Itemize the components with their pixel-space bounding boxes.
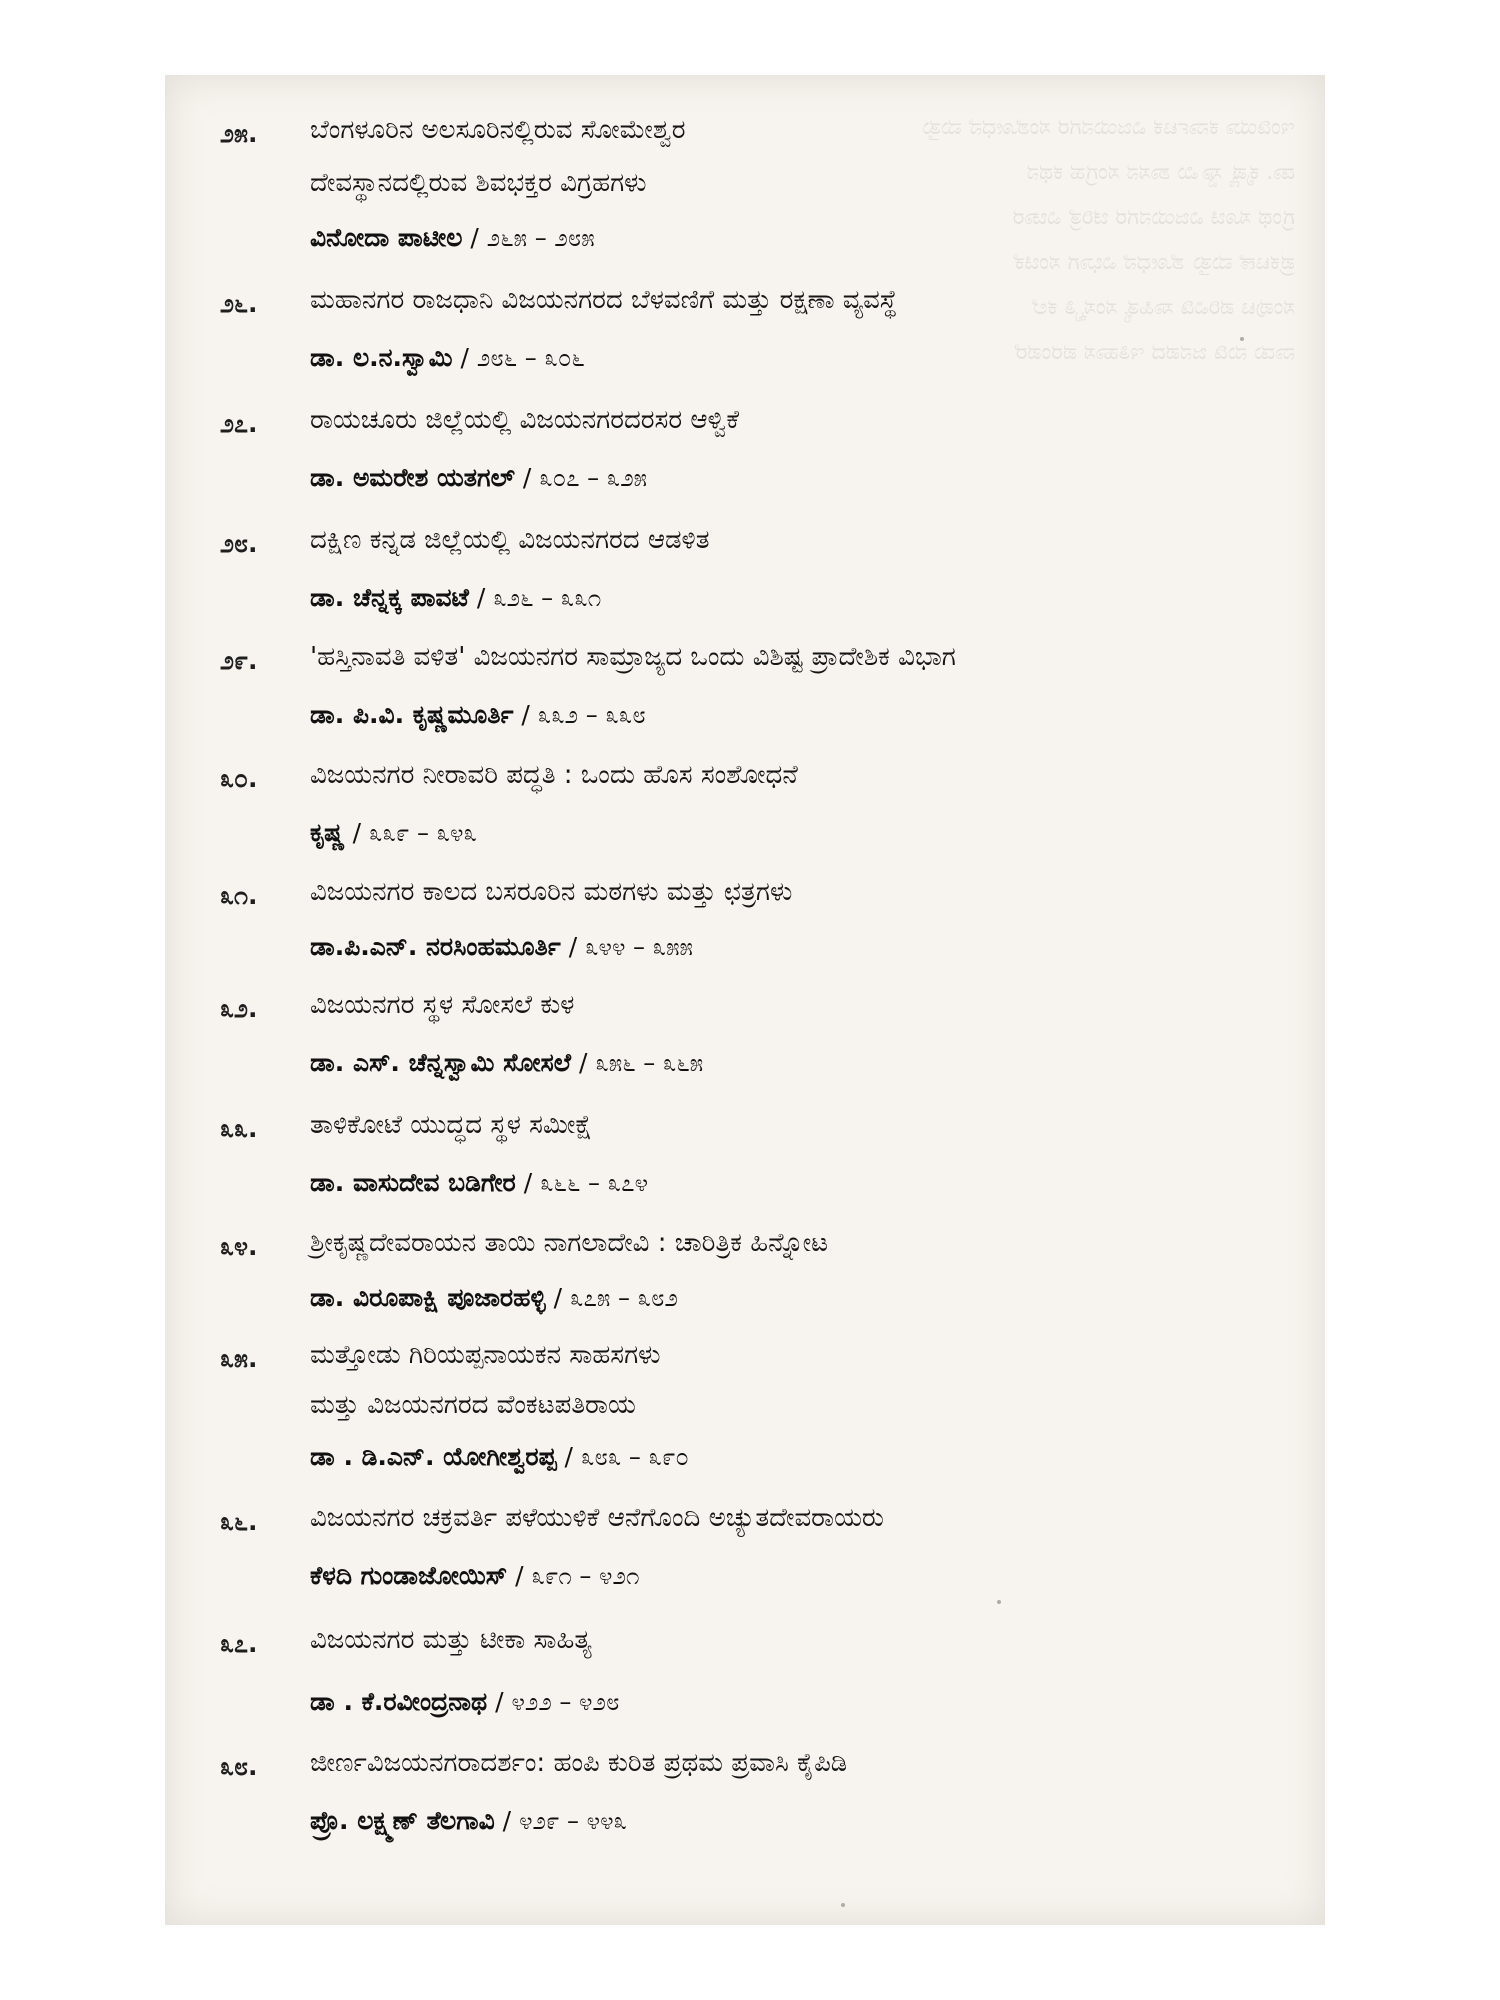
entry-byline: ಡಾ. ಲ.ನ.ಸ್ವಾಮಿ / ೨೮೬ – ೩೦೬	[310, 343, 585, 372]
entry-title: ಬೆಂಗಳೂರಿನ ಅಲಸೂರಿನಲ್ಲಿರುವ ಸೋಮೇಶ್ವರ	[310, 115, 686, 145]
entry-title: ವಿಜಯನಗರ ಕಾಲದ ಬಸರೂರಿನ ಮಠಗಳು ಮತ್ತು ಛತ್ರಗಳು	[310, 877, 793, 907]
entry-author: ಡಾ . ಕೆ.ರವೀಂದ್ರನಾಥ	[310, 1687, 488, 1716]
entry-author: ಡಾ. ವಿರೂಪಾಕ್ಷಿ ಪೂಜಾರಹಳ್ಳಿ	[310, 1283, 546, 1312]
entry-number: ೩೨.	[220, 994, 258, 1023]
entry-pages: ೩೪೪ – ೩೫೫	[585, 933, 693, 961]
entry-title: ಜೀರ್ಣವಿಜಯನಗರಾದರ್ಶಂ: ಹಂಪಿ ಕುರಿತ ಪ್ರಥಮ ಪ್ರವಾಸಿ ಕೈಪಿಡಿ	[310, 1748, 848, 1778]
entry-title: ವಿಜಯನಗರ ಮತ್ತು ಟೀಕಾ ಸಾಹಿತ್ಯ	[310, 1625, 592, 1655]
entry-number: ೨೯.	[220, 646, 258, 675]
entry-byline: ಡಾ. ವಿರೂಪಾಕ್ಷಿ ಪೂಜಾರಹಳ್ಳಿ / ೩೭೫ – ೩೮೨	[310, 1283, 678, 1312]
entry-title-continued: ದೇವಸ್ಥಾನದಲ್ಲಿರುವ ಶಿವಭಕ್ತರ ವಿಗ್ರಹಗಳು	[310, 168, 647, 198]
show-through-text: ಇಂಡಿಯಾ ಕರ್ನಾಟಕ ವಿಜಯನಗರ ಸಂಶೋಧನೆ ಮತ್ತು ಡಾ. ಕೃಷ್ಣ ಸ್ವಾಮಿ ಶಾಸನ ಸಂಗ್ರಹ ಕಥನ ಗ್ರಂಥ ಸೂಚಿ ವಿಜಯನಗರ ಚರಿತ್ರೆ ವಿಚಾರ ಪ್ರಕಟಣೆ ಮತ್ತು ಶೋಧನೆ ವಿಭಾಗ ಸಂಚಿಕೆ ಸಂಪುಟ ಪರಿವಿಡಿ ಸಾಹಿತ್ಯ ಸಂಸ್ಕೃತಿ ಕಲೆ ನಾಡು ನುಡಿ ಜನಪದ ಇತಿಹಾಸ ಪರಂಪರೆ	[920, 115, 1295, 365]
paper-speck	[997, 1600, 1001, 1604]
entry-pages: ೨೬೫ – ೨೮೫	[486, 224, 595, 252]
entry-pages: ೩೮೩ – ೩೯೦	[580, 1443, 689, 1471]
entry-number: ೨೭.	[220, 409, 258, 438]
entry-byline: ಡಾ. ಎಸ್. ಚೆನ್ನಸ್ವಾಮಿ ಸೋಸಲೆ / ೩೫೬ – ೩೬೫	[310, 1048, 704, 1077]
paper-speck	[1240, 337, 1244, 341]
entry-title: ಶ್ರೀಕೃಷ್ಣದೇವರಾಯನ ತಾಯಿ ನಾಗಲಾದೇವಿ : ಚಾರಿತ್ರಿಕ ಹಿನ್ನೋಟ	[310, 1228, 829, 1258]
entry-author: ಡಾ . ಡಿ.ಎನ್. ಯೋಗೀಶ್ವರಪ್ಪ	[310, 1442, 557, 1471]
entry-byline: ಡಾ . ಡಿ.ಎನ್. ಯೋಗೀಶ್ವರಪ್ಪ / ೩೮೩ – ೩೯೦	[310, 1442, 689, 1471]
entry-title: ರಾಯಚೂರು ಜಿಲ್ಲೆಯಲ್ಲಿ ವಿಜಯನಗರದರಸರ ಆಳ್ವಿಕೆ	[310, 405, 740, 435]
entry-number: ೩೫.	[220, 1344, 258, 1373]
entry-author: ವಿನೋದಾ ಪಾಟೀಲ	[310, 223, 463, 252]
entry-byline: ಡಾ. ಪಿ.ವಿ. ಕೃಷ್ಣಮೂರ್ತಿ / ೩೩೨ – ೩೩೮	[310, 700, 646, 729]
entry-number: ೨೬.	[220, 289, 258, 318]
entry-pages: ೩೫೬ – ೩೬೫	[595, 1049, 704, 1077]
entry-pages: ೩೦೭ – ೩೨೫	[539, 464, 648, 492]
entry-title: ಮಹಾನಗರ ರಾಜಧಾನಿ ವಿಜಯನಗರದ ಬೆಳವಣಿಗೆ ಮತ್ತು ರಕ್ಷಣಾ ವ್ಯವಸ್ಥೆ	[310, 285, 898, 315]
entry-title: ವಿಜಯನಗರ ಸ್ಥಳ ಸೋಸಲೆ ಕುಳ	[310, 990, 575, 1020]
entry-pages: ೪೨೨ – ೪೨೮	[511, 1688, 620, 1716]
entry-title-continued: ಮತ್ತು ವಿಜಯನಗರದ ವೆಂಕಟಪತಿರಾಯ	[310, 1390, 636, 1420]
entry-author: ಡಾ. ವಾಸುದೇವ ಬಡಿಗೇರ	[310, 1168, 516, 1197]
entry-byline: ಡಾ. ಚೆನ್ನಕ್ಕ ಪಾವಟೆ / ೩೨೬ – ೩೩೧	[310, 583, 602, 612]
entry-number: ೩೩.	[220, 1114, 258, 1143]
entry-author: ಡಾ. ಚೆನ್ನಕ್ಕ ಪಾವಟೆ	[310, 583, 469, 612]
entry-byline: ಕೃಷ್ಣ / ೩೩೯ – ೩೪೩	[310, 818, 477, 847]
entry-author: ಡಾ. ಎಸ್. ಚೆನ್ನಸ್ವಾಮಿ ಸೋಸಲೆ	[310, 1048, 572, 1077]
entry-number: ೩೭.	[220, 1629, 258, 1658]
entry-pages: ೩೬೬ – ೩೭೪	[540, 1169, 649, 1197]
entry-author: ಡಾ.ಪಿ.ಎನ್. ನರಸಿಂಹಮೂರ್ತಿ	[310, 932, 561, 961]
entry-author: ಪ್ರೊ. ಲಕ್ಷ್ಮಣ್ ತೆಲಗಾವಿ	[310, 1806, 495, 1835]
entry-author: ಡಾ. ಅಮರೇಶ ಯತಗಲ್	[310, 463, 515, 492]
entry-byline: ಕೆಳದಿ ಗುಂಡಾಜೋಯಿಸ್ / ೩೯೧ – ೪೨೧	[310, 1561, 640, 1590]
entry-author: ಕೃಷ್ಣ	[310, 818, 345, 847]
entry-pages: ೪೨೯ – ೪೪೩	[519, 1807, 627, 1835]
entry-number: ೩೦.	[220, 764, 258, 793]
entry-title: ಮತ್ತೋಡು ಗಿರಿಯಪ್ಪನಾಯಕನ ಸಾಹಸಗಳು	[310, 1340, 661, 1370]
entry-byline: ಡಾ. ವಾಸುದೇವ ಬಡಿಗೇರ / ೩೬೬ – ೩೭೪	[310, 1168, 649, 1197]
entry-title: ದಕ್ಷಿಣ ಕನ್ನಡ ಜಿಲ್ಲೆಯಲ್ಲಿ ವಿಜಯನಗರದ ಆಡಳಿತ	[310, 525, 710, 555]
entry-author: ಡಾ. ಲ.ನ.ಸ್ವಾಮಿ	[310, 343, 453, 372]
entry-title: ತಾಳಿಕೋಟೆ ಯುದ್ಧದ ಸ್ಥಳ ಸಮೀಕ್ಷೆ	[310, 1110, 593, 1140]
entry-number: ೩೪.	[220, 1232, 258, 1261]
entry-title: ವಿಜಯನಗರ ನೀರಾವರಿ ಪದ್ಧತಿ : ಒಂದು ಹೊಸ ಸಂಶೋಧನೆ	[310, 760, 798, 790]
entry-number: ೨೫.	[220, 119, 258, 148]
entry-pages: ೩೩೯ – ೩೪೩	[369, 819, 477, 847]
entry-byline: ಪ್ರೊ. ಲಕ್ಷ್ಮಣ್ ತೆಲಗಾವಿ / ೪೨೯ – ೪೪೩	[310, 1806, 627, 1835]
entry-byline: ಡಾ . ಕೆ.ರವೀಂದ್ರನಾಥ / ೪೨೨ – ೪೨೮	[310, 1687, 620, 1716]
entry-number: ೨೮.	[220, 529, 258, 558]
entry-byline: ಡಾ.ಪಿ.ಎನ್. ನರಸಿಂಹಮೂರ್ತಿ / ೩೪೪ – ೩೫೫	[310, 932, 693, 961]
entry-number: ೩೧.	[220, 881, 258, 910]
entry-byline: ಡಾ. ಅಮರೇಶ ಯತಗಲ್ / ೩೦೭ – ೩೨೫	[310, 463, 648, 492]
entry-byline: ವಿನೋದಾ ಪಾಟೀಲ / ೨೬೫ – ೨೮೫	[310, 223, 595, 252]
entry-author: ಡಾ. ಪಿ.ವಿ. ಕೃಷ್ಣಮೂರ್ತಿ	[310, 700, 514, 729]
entry-pages: ೨೮೬ – ೩೦೬	[476, 344, 585, 372]
entry-number: ೩೮.	[220, 1752, 258, 1781]
entry-pages: ೩೯೧ – ೪೨೧	[531, 1562, 640, 1590]
entry-pages: ೩೨೬ – ೩೩೧	[493, 584, 602, 612]
entry-pages: ೩೩೨ – ೩೩೮	[537, 701, 646, 729]
entry-number: ೩೬.	[220, 1507, 258, 1536]
paper-speck	[841, 1903, 845, 1907]
entry-title: 'ಹಸ್ತಿನಾವತಿ ವಳಿತ' ವಿಜಯನಗರ ಸಾಮ್ರಾಜ್ಯದ ಒಂದು ವಿಶಿಷ್ಟ ಪ್ರಾದೇಶಿಕ ವಿಭಾಗ	[310, 642, 956, 672]
book-page	[165, 75, 1325, 1925]
entry-pages: ೩೭೫ – ೩೮೨	[570, 1284, 678, 1312]
entry-author: ಕೆಳದಿ ಗುಂಡಾಜೋಯಿಸ್	[310, 1561, 508, 1590]
entry-title: ವಿಜಯನಗರ ಚಕ್ರವರ್ತಿ ಪಳೆಯುಳಿಕೆ ಆನೆಗೊಂದಿ ಅಚ್ಯುತದೇವರಾಯರು	[310, 1503, 884, 1533]
